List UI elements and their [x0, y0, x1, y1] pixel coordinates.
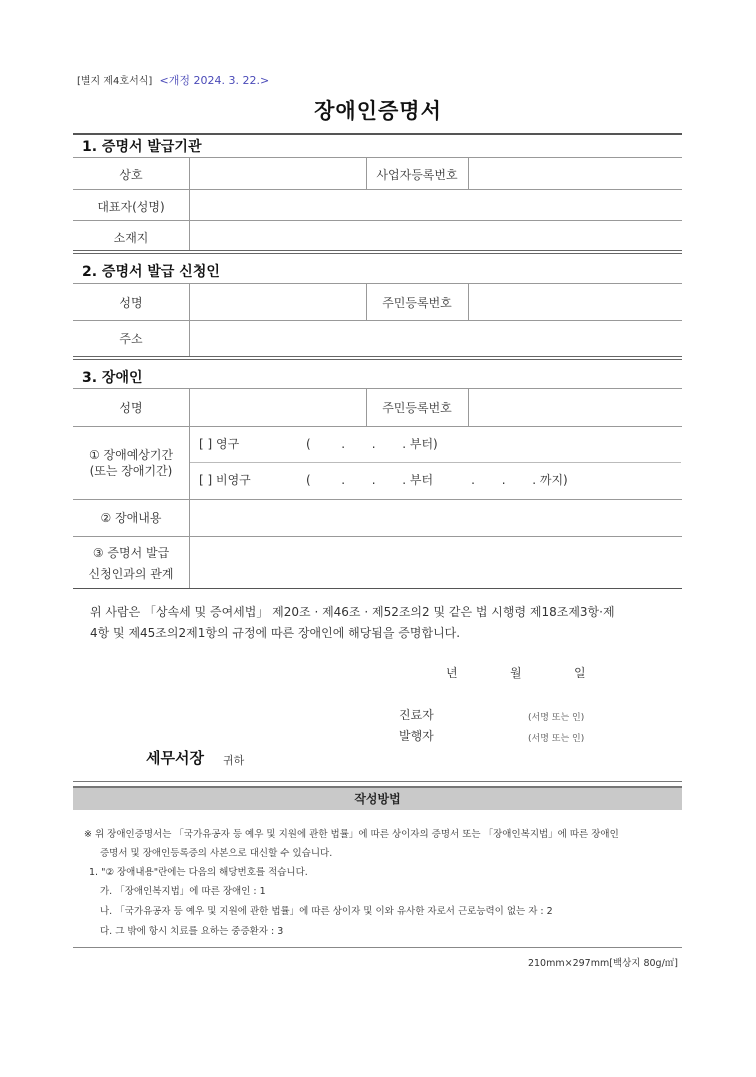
- certification-line-1: 위 사람은 「상속세 및 증여세법」 제20조 · 제46조 · 제52조의2 및 같은 법 시행령 제18조제3항·제: [90, 605, 615, 619]
- location-field[interactable]: [190, 221, 681, 249]
- relation-sublabel: 신청인과의 관계: [88, 567, 174, 581]
- doctor-signature-note: (서명 또는 인): [528, 713, 585, 723]
- applicant-name-field[interactable]: [190, 284, 366, 319]
- disabled-resident-number-field[interactable]: [469, 389, 681, 425]
- applicant-resident-number-field[interactable]: [469, 284, 681, 319]
- section-divider: [73, 947, 682, 948]
- business-number-field[interactable]: [469, 158, 681, 188]
- guide-item-1: 1. "② 장애내용"란에는 다음의 해당번호를 적습니다.: [89, 867, 308, 878]
- disability-period-sublabel: (또는 장애기간): [89, 464, 173, 478]
- section1-title: 1. 증명서 발급기관: [82, 139, 202, 155]
- column-divider: [189, 427, 190, 500]
- non-permanent-checkbox[interactable]: [ ] 비영구: [199, 473, 251, 487]
- disability-content-field[interactable]: [190, 500, 681, 535]
- guide-note-line-2: 증명서 및 장애인등록증의 사본으로 대신할 수 있습니다.: [100, 848, 333, 859]
- business-number-label: 사업자등록번호: [376, 168, 458, 182]
- trade-name-label: 상호: [119, 168, 143, 182]
- form-number-text: [별지 제4호서식]: [77, 76, 153, 87]
- disabled-resident-number-label: 주민등록번호: [382, 401, 452, 415]
- guide-item-ga: 가. 「장애인복지법」에 따른 장애인 : 1: [100, 886, 266, 897]
- trade-name-field[interactable]: [190, 158, 366, 188]
- applicant-name-label: 성명: [119, 296, 143, 310]
- permanent-period: ( . . . 부터): [306, 437, 438, 451]
- issuer-signature-note: (서명 또는 인): [528, 734, 585, 744]
- permanent-checkbox[interactable]: [ ] 영구: [199, 437, 240, 451]
- date-month-label: 월: [510, 666, 522, 680]
- certification-line-2: 4항 및 제45조의2제1항의 규정에 따른 장애인에 해당됨을 증명합니다.: [90, 626, 461, 640]
- guide-item-na: 나. 「국가유공자 등 예우 및 지원에 관한 법률」에 따른 상이자 및 이와 유사한 자로서 근로능력이 없는 자 : 2: [100, 906, 553, 917]
- recipient: 세무서장: [146, 749, 204, 767]
- row-divider: [73, 426, 682, 427]
- section3-title: 3. 장애인: [82, 370, 143, 386]
- non-permanent-period: ( . . . 부터 . . . 까지): [306, 473, 568, 487]
- disability-content-label: ② 장애내용: [100, 511, 162, 525]
- date-year-label: 년: [446, 666, 458, 680]
- guide-note-line-1: ※ 위 장애인증명서는 「국가유공자 등 예우 및 지원에 관한 법률」에 따른 상이자의 증명서 또는 「장애인복지법」에 따른 장애인: [84, 829, 619, 840]
- issuer-label: 발행자: [399, 729, 434, 743]
- section-divider: [73, 250, 682, 254]
- recipient-suffix: 귀하: [223, 754, 245, 767]
- row-divider: [190, 462, 681, 463]
- applicant-address-label: 주소: [119, 332, 143, 346]
- table-bottom-border: [73, 588, 682, 589]
- applicant-address-field[interactable]: [190, 321, 681, 355]
- form-number: [77, 72, 269, 88]
- revision-date: <개정 2024. 3. 22.>: [159, 74, 270, 87]
- relation-label: ③ 증명서 발급: [92, 546, 170, 560]
- section2-title: 2. 증명서 발급 신청인: [82, 264, 220, 280]
- disabled-name-label: 성명: [119, 401, 143, 415]
- applicant-resident-number-label: 주민등록번호: [382, 296, 452, 310]
- location-label: 소재지: [113, 231, 149, 245]
- paper-spec: 210mm×297mm[백상지 80g/㎡]: [527, 958, 678, 969]
- section-divider: [73, 356, 682, 360]
- representative-label: 대표자(성명): [97, 200, 165, 214]
- relation-field[interactable]: [190, 537, 681, 587]
- page-title: 장애인증명서: [314, 99, 442, 123]
- disability-period-label: ① 장애예상기간: [88, 448, 174, 462]
- disabled-name-field[interactable]: [190, 389, 366, 425]
- doctor-label: 진료자: [399, 708, 434, 722]
- section-divider: [73, 133, 682, 135]
- representative-field[interactable]: [190, 190, 681, 219]
- section-divider: [73, 781, 682, 782]
- guide-item-da: 다. 그 밖에 항시 치료를 요하는 중증환자 : 3: [100, 926, 284, 937]
- guide-title: 작성방법: [73, 786, 682, 810]
- date-day-label: 일: [574, 666, 586, 680]
